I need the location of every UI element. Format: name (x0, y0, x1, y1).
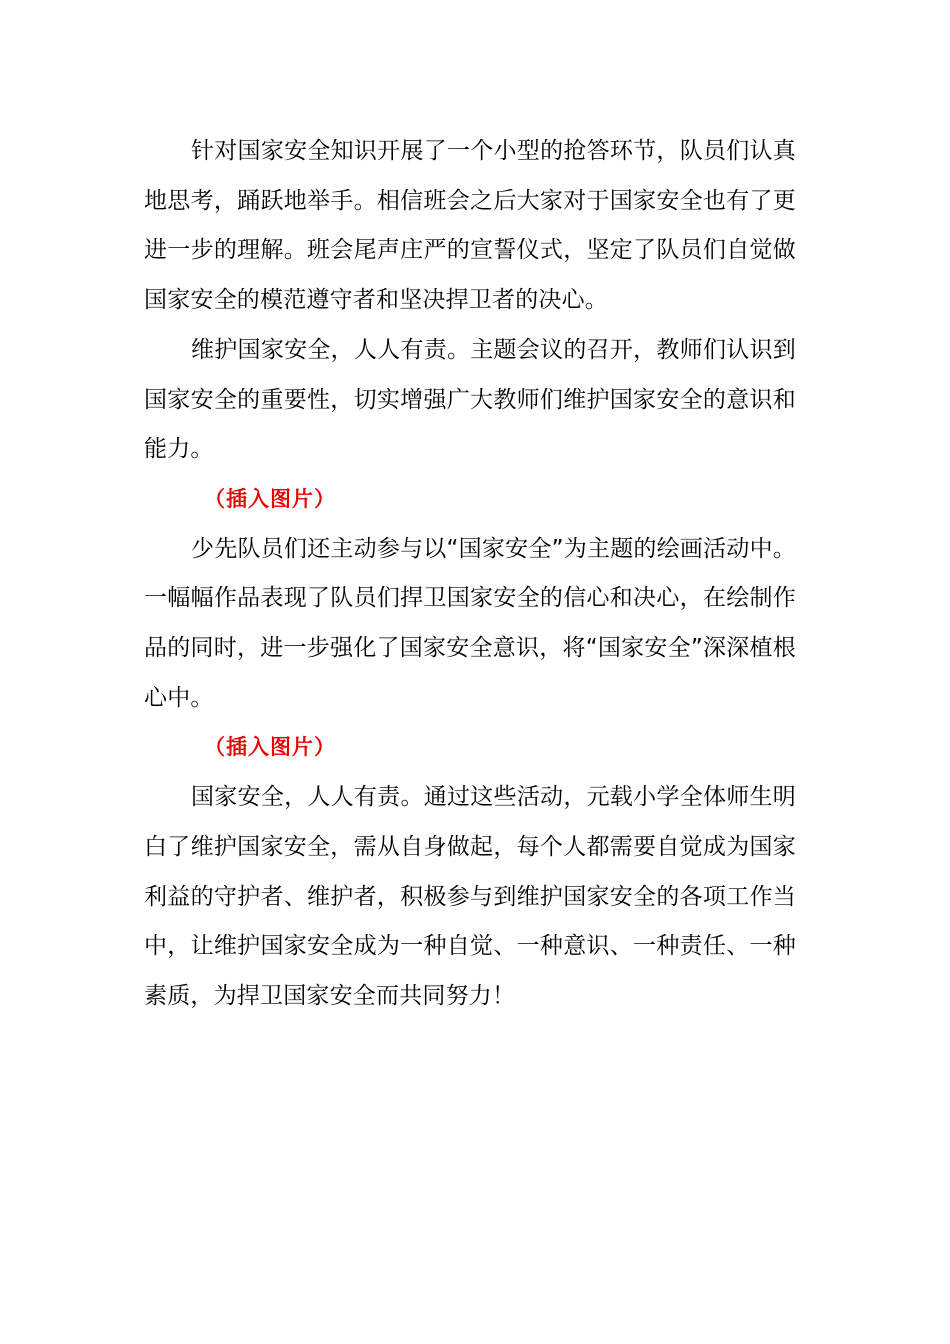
paragraph-drawing-activity: 少先队员们还主动参与以“国家安全”为主题的绘画活动中。一幅幅作品表现了队员们捍卫国家安全的信心和决心，在绘制作品的同时，进一步强化了国家安全意识，将“国家安全”深深植根心中。 (144, 535, 796, 711)
image-placeholder-label: （插入图片） (204, 486, 336, 511)
image-placeholder-label: （插入图片） (204, 735, 336, 760)
paragraph-teacher-meeting: 维护国家安全，人人有责。主题会议的召开，教师们认识到国家安全的重要性，切实增强广大教师们维护国家安全的意识和能力。 (144, 336, 796, 463)
paragraph-conclusion: 国家安全，人人有责。通过这些活动，元载小学全体师生明白了维护国家安全，需从自身做起，每个人都需要自觉成为国家利益的守护者、维护者，积极参与到维护国家安全的各项工作当中，让维护国家安全成为一种自觉、一种意识、一种责任、一种素质，为捍卫国家安全而共同努力！ (144, 784, 796, 1009)
paragraph-quiz-activity: 针对国家安全知识开展了一个小型的抢答环节，队员们认真地思考，踊跃地举手。相信班会之后大家对于国家安全也有了更进一步的理解。班会尾声庄严的宣誓仪式，坚定了队员们自觉做国家安全的模范遵守者和坚决捍卫者的决心。 (144, 138, 796, 314)
document-body (144, 127, 796, 1022)
